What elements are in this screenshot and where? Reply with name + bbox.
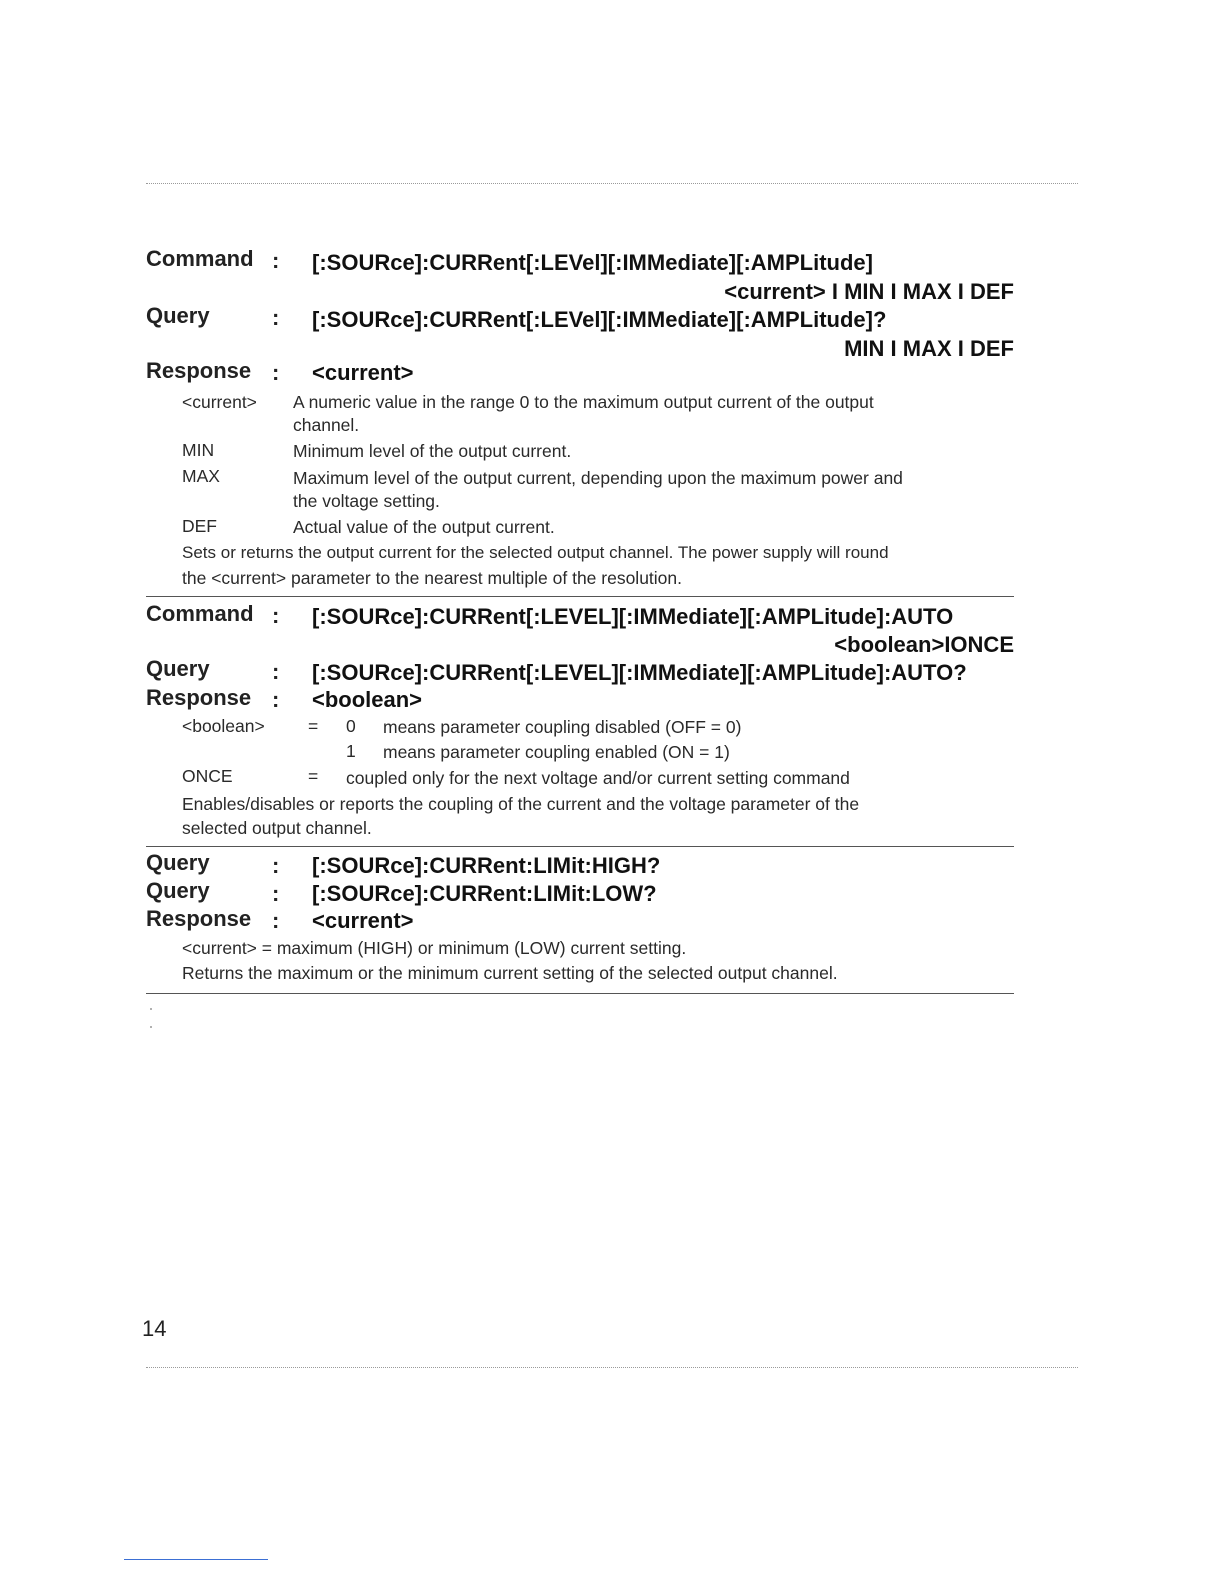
top-divider [146, 183, 1078, 184]
param-description-cont: the voltage setting. [293, 491, 440, 511]
command-syntax: [:SOURce]:CURRent[:LEVEL][:IMMediate][:AMPLitude]:AUTO [312, 604, 954, 629]
colon: : [272, 659, 280, 684]
param-name: MIN [182, 440, 215, 460]
param-description: coupled only for the next voltage and/or current setting command [346, 768, 850, 788]
command-parameters: <boolean>IONCE [834, 632, 1014, 657]
colon: : [272, 248, 280, 273]
param-name: <boolean> [182, 716, 265, 736]
response-label: Response [146, 906, 252, 931]
param-description: Minimum level of the output current. [293, 441, 572, 461]
command-label: Command [146, 601, 254, 626]
colon: : [272, 853, 280, 878]
param-description: Actual value of the output current. [293, 517, 555, 537]
param-description: means parameter coupling disabled (OFF = 0) [383, 717, 742, 737]
page-number: 14 [142, 1316, 167, 1341]
response-value: <current> [312, 908, 414, 933]
section-divider [146, 993, 1014, 994]
param-name: ONCE [182, 766, 233, 786]
colon: : [272, 360, 280, 385]
summary-text: selected output channel. [182, 818, 372, 838]
param-value: 0 [346, 716, 356, 736]
response-value: <boolean> [312, 687, 423, 712]
colon: : [272, 881, 280, 906]
section-divider [146, 596, 1014, 597]
scan-speck [150, 1008, 152, 1010]
query-label: Query [146, 656, 210, 681]
colon: : [272, 603, 280, 628]
query-parameters: MIN I MAX I DEF [844, 336, 1014, 361]
equals-sign: = [308, 716, 319, 736]
response-label: Response [146, 685, 252, 710]
response-value: <current> [312, 360, 414, 385]
param-description: A numeric value in the range 0 to the maximum output current of the output [293, 392, 874, 412]
query-syntax-high: [:SOURce]:CURRent:LIMit:HIGH? [312, 853, 661, 878]
colon: : [272, 687, 280, 712]
query-syntax: [:SOURce]:CURRent[:LEVel][:IMMediate][:AMPLitude]? [312, 307, 887, 332]
summary-text: Sets or returns the output current for the selected output channel. The power supply will round [182, 543, 889, 562]
equals-sign: = [308, 766, 319, 786]
param-description: Maximum level of the output current, depending upon the maximum power and [293, 468, 903, 488]
param-value: 1 [346, 741, 356, 761]
summary-text: Enables/disables or reports the coupling of the current and the voltage parameter of the [182, 794, 860, 814]
section-divider [146, 846, 1014, 847]
bottom-divider [146, 1367, 1078, 1368]
scan-edge-line [124, 1559, 268, 1560]
description-text: Returns the maximum or the minimum current setting of the selected output channel. [182, 963, 838, 983]
command-parameters: <current> I MIN I MAX I DEF [724, 279, 1014, 304]
colon: : [272, 908, 280, 933]
param-description: means parameter coupling enabled (ON = 1) [383, 742, 730, 762]
scan-speck [150, 1026, 152, 1028]
query-label: Query [146, 850, 210, 875]
param-name: <current> [182, 392, 257, 412]
command-syntax: [:SOURce]:CURRent[:LEVel][:IMMediate][:AMPLitude] [312, 250, 873, 275]
query-syntax-low: [:SOURce]:CURRent:LIMit:LOW? [312, 881, 657, 906]
query-label: Query [146, 878, 210, 903]
query-label: Query [146, 303, 210, 328]
param-name: MAX [182, 466, 220, 486]
summary-text: the <current> parameter to the nearest multiple of the resolution. [182, 568, 683, 588]
query-syntax: [:SOURce]:CURRent[:LEVEL][:IMMediate][:AMPLitude]:AUTO? [312, 660, 967, 685]
response-label: Response [146, 358, 252, 383]
param-description-cont: channel. [293, 415, 360, 435]
description-text: <current> = maximum (HIGH) or minimum (LOW) current setting. [182, 938, 687, 958]
colon: : [272, 305, 280, 330]
command-label: Command [146, 246, 254, 271]
param-name: DEF [182, 516, 217, 536]
